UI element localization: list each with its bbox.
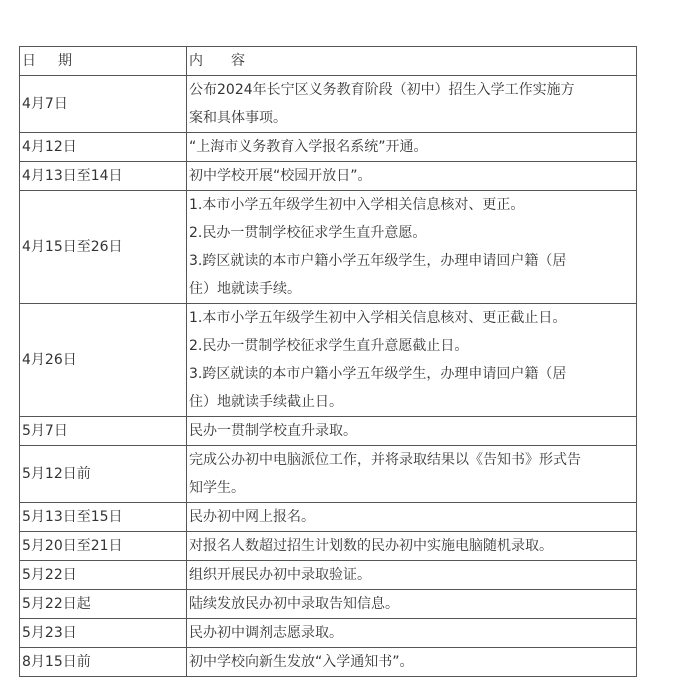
content-line: 2.民办一贯制学校征求学生直升意愿。 <box>189 225 427 241</box>
content-cell <box>187 648 637 677</box>
table-header-row <box>20 47 637 76</box>
content-cell <box>187 417 637 446</box>
content-line: 3.跨区就读的本市户籍小学五年级学生，办理申请回户籍（居 <box>189 253 567 269</box>
table-row <box>20 532 637 561</box>
content-cell <box>187 561 637 590</box>
table-row <box>20 503 637 532</box>
content-cell <box>187 162 637 191</box>
table-row <box>20 162 637 191</box>
date-cell: 5月13日至15日 <box>20 503 187 532</box>
content-line: 民办初中调剂志愿录取。 <box>189 625 343 641</box>
table-row <box>20 76 637 133</box>
admission-schedule-table <box>19 46 637 677</box>
content-cell <box>187 76 637 133</box>
content-cell <box>187 304 637 417</box>
table-row <box>20 590 637 619</box>
content-line: 对报名人数超过招生计划数的民办初中实施电脑随机录取。 <box>189 538 553 554</box>
content-cell <box>187 532 637 561</box>
date-cell: 5月23日 <box>20 619 187 648</box>
content-line: 陆续发放民办初中录取告知信息。 <box>189 596 399 612</box>
date-cell: 4月15日至26日 <box>20 191 187 304</box>
table-row <box>20 191 637 304</box>
content-cell <box>187 133 637 162</box>
date-cell: 8月15日前 <box>20 648 187 677</box>
date-cell: 4月13日至14日 <box>20 162 187 191</box>
content-cell <box>187 446 637 503</box>
date-cell: 5月7日 <box>20 417 187 446</box>
content-cell <box>187 619 637 648</box>
date-cell: 5月22日起 <box>20 590 187 619</box>
content-line: 住）地就读手续截止日。 <box>189 394 343 410</box>
content-line: 公布2024年长宁区义务教育阶段（初中）招生入学工作实施方 <box>189 82 575 98</box>
date-cell: 4月7日 <box>20 76 187 133</box>
table-row <box>20 417 637 446</box>
table-row <box>20 561 637 590</box>
content-cell <box>187 503 637 532</box>
table-row <box>20 304 637 417</box>
date-cell: 5月12日前 <box>20 446 187 503</box>
table-row <box>20 619 637 648</box>
content-line: 案和具体事项。 <box>189 110 287 126</box>
content-line: 1.本市小学五年级学生初中入学相关信息核对、更正。 <box>189 197 525 213</box>
content-line: 2.民办一贯制学校征求学生直升意愿截止日。 <box>189 338 469 354</box>
table-row <box>20 446 637 503</box>
header-date-cell: 日期 <box>20 47 187 76</box>
table-row <box>20 133 637 162</box>
date-cell: 5月22日 <box>20 561 187 590</box>
content-line: 民办一贯制学校直升录取。 <box>189 423 357 439</box>
content-cell <box>187 191 637 304</box>
content-line: 初中学校向新生发放“入学通知书”。 <box>189 654 414 670</box>
content-cell <box>187 590 637 619</box>
content-line: “上海市义务教育入学报名系统”开通。 <box>189 139 428 155</box>
date-cell: 4月12日 <box>20 133 187 162</box>
content-line: 初中学校开展“校园开放日”。 <box>189 168 372 184</box>
content-line: 民办初中网上报名。 <box>189 509 315 525</box>
header-content-cell: 内容 <box>187 47 637 76</box>
content-line: 组织开展民办初中录取验证。 <box>189 567 371 583</box>
content-line: 1.本市小学五年级学生初中入学相关信息核对、更正截止日。 <box>189 310 567 326</box>
date-cell: 4月26日 <box>20 304 187 417</box>
content-line: 3.跨区就读的本市户籍小学五年级学生，办理申请回户籍（居 <box>189 366 567 382</box>
table-row <box>20 648 637 677</box>
content-line: 住）地就读手续。 <box>189 281 301 297</box>
content-line: 知学生。 <box>189 480 245 496</box>
date-cell: 5月20日至21日 <box>20 532 187 561</box>
content-line: 完成公办初中电脑派位工作，并将录取结果以《告知书》形式告 <box>189 452 581 468</box>
